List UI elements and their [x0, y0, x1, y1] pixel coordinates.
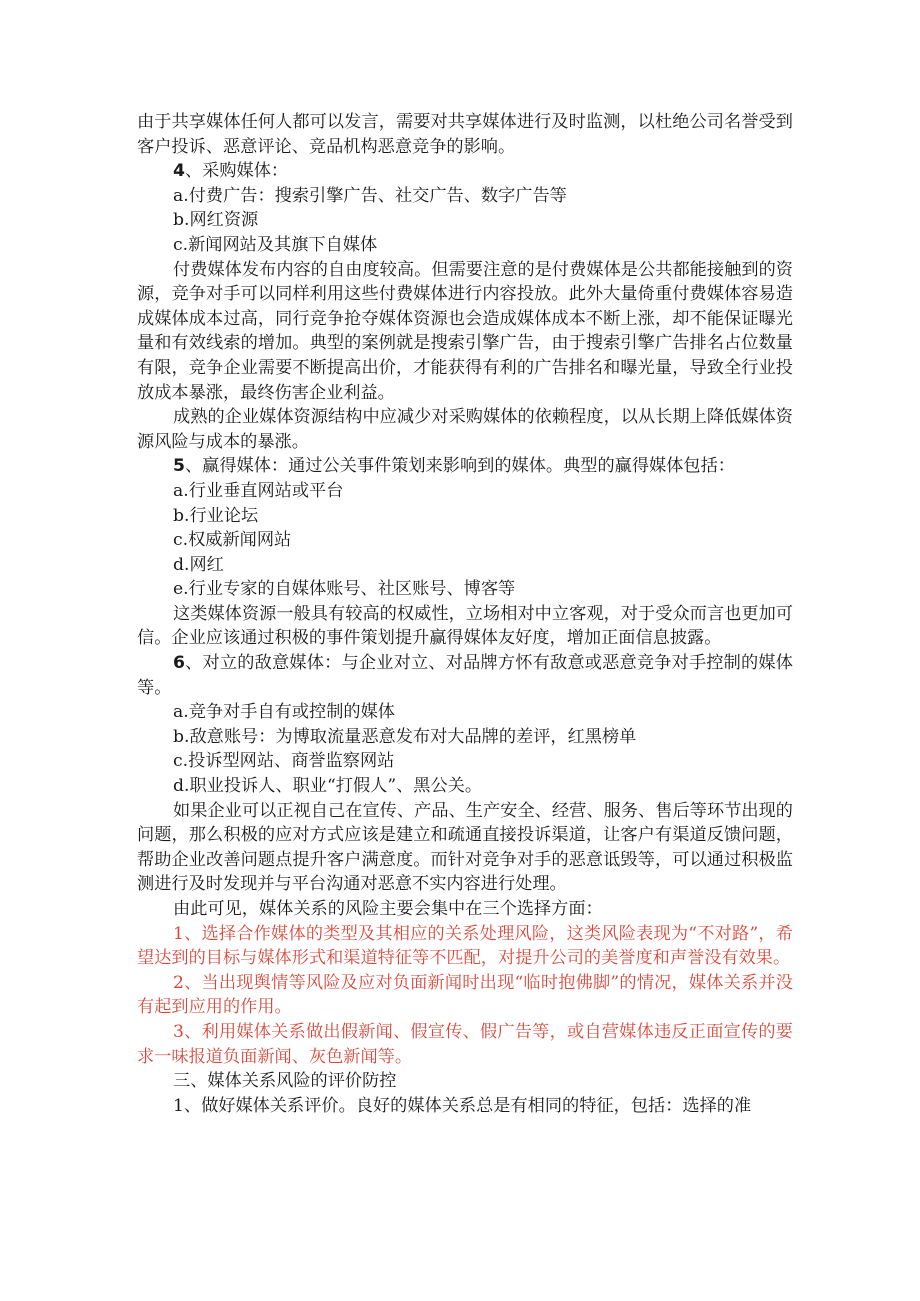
heading-purchased-media: 4、采购媒体： — [173, 161, 289, 182]
list-item: a.竞争对手自有或控制的媒体 — [173, 702, 395, 723]
paragraph-paid-media: 付费媒体发布内容的自由度较高。但需要注意的是付费媒体是公共都能接触到的资源，竞争对手可以同样利用这些付费媒体进行内容投放。此外大量倚重付费媒体容易造成媒体成本过高，同行竞争抢夺媒体资源也会造成媒体成本不断上涨，却不能保证曝光量和有效线索的增加。典型的案例就是搜索引擎广告，由于搜索引擎广告排名占位数量有限，竞争企业需要不断提高出价，才能获得有利的广告排名和曝光量，导致全行业投放成本暴涨，最终伤害企业利益。 — [137, 259, 793, 403]
list-item: e.行业专家的自媒体账号、社区账号、博客等 — [173, 579, 516, 600]
list-item: b.行业论坛 — [173, 505, 259, 526]
list-item: d.网红 — [173, 554, 224, 575]
list-item: d.职业投诉人、职业“打假人”、黑公关。 — [173, 776, 483, 797]
section-heading-risk-evaluation: 三、媒体关系风险的评价防控 — [173, 1071, 397, 1092]
list-item: c.新闻网站及其旗下自媒体 — [173, 234, 378, 255]
list-item: a.行业垂直网站或平台 — [173, 480, 344, 501]
list-item: c.权威新闻网站 — [173, 530, 292, 551]
highlighted-risk-1: 1、选择合作媒体的类型及其相应的关系处理风险，这类风险表现为“不对路”，希望达到的目标与媒体形式和渠道特征等不匹配，对提升公司的美誉度和声誉没有效果。 — [137, 923, 793, 969]
list-item: a.付费广告：搜索引擎广告、社交广告、数字广告等 — [173, 185, 567, 206]
paragraph-complaint-channels: 如果企业可以正视自己在宣传、产品、生产安全、经营、服务、售后等环节出现的问题，那么积极的应对方式应该是建立和疏通直接投诉渠道，让客户有渠道反馈问题，帮助企业改善问题点提升客户满意度。而针对竞争对手的恶意诋毁等，可以通过积极监测进行及时发现并与平台沟通对恶意不实内容进行处理。 — [137, 800, 793, 895]
paragraph-evaluation-start: 1、做好媒体关系评价。良好的媒体关系总是有相同的特征，包括：选择的准 — [173, 1095, 752, 1116]
document-body — [137, 110, 793, 1118]
highlighted-risk-3: 3、利用媒体关系做出假新闻、假宣传、假广告等，或自营媒体违反正面宣传的要求一味报道负面新闻、灰色新闻等。 — [137, 1021, 793, 1067]
paragraph-risk-summary: 由此可见，媒体关系的风险主要会集中在三个选择方面： — [173, 899, 603, 919]
heading-number: 4 — [173, 161, 185, 182]
highlighted-risk-2: 2、当出现舆情等风险及应对负面新闻时出现“临时抱佛脚”的情况，媒体关系并没有起到应用的作用。 — [137, 972, 793, 1018]
list-item: b.网红资源 — [173, 210, 259, 231]
paragraph-shared-media-monitoring: 由于共享媒体任何人都可以发言，需要对共享媒体进行及时监测，以杜绝公司名誉受到客户投诉、恶意评论、竞品机构恶意竞争的影响。 — [137, 112, 793, 157]
heading-number: 6 — [173, 653, 185, 674]
list-item: b.敌意账号：为博取流量恶意发布对大品牌的差评，红黑榜单 — [173, 726, 637, 747]
list-item: c.投诉型网站、商誉监察网站 — [173, 751, 395, 772]
paragraph-earned-authority: 这类媒体资源一般具有较高的权威性，立场相对中立客观，对于受众而言也更加可信。企业应该通过积极的事件策划提升赢得媒体友好度，增加正面信息披露。 — [137, 603, 793, 649]
heading-hostile-media: 6、对立的敌意媒体：与企业对立、对品牌方怀有敌意或恶意竞争对手控制的媒体等。 — [137, 653, 793, 698]
heading-number: 5 — [173, 456, 185, 477]
heading-earned-media: 5、赢得媒体：通过公关事件策划来影响到的媒体。典型的赢得媒体包括： — [173, 456, 735, 477]
paragraph-reduce-dependency: 成熟的企业媒体资源结构中应减少对采购媒体的依赖程度，以从长期上降低媒体资源风险与成本的暴涨。 — [137, 407, 793, 452]
